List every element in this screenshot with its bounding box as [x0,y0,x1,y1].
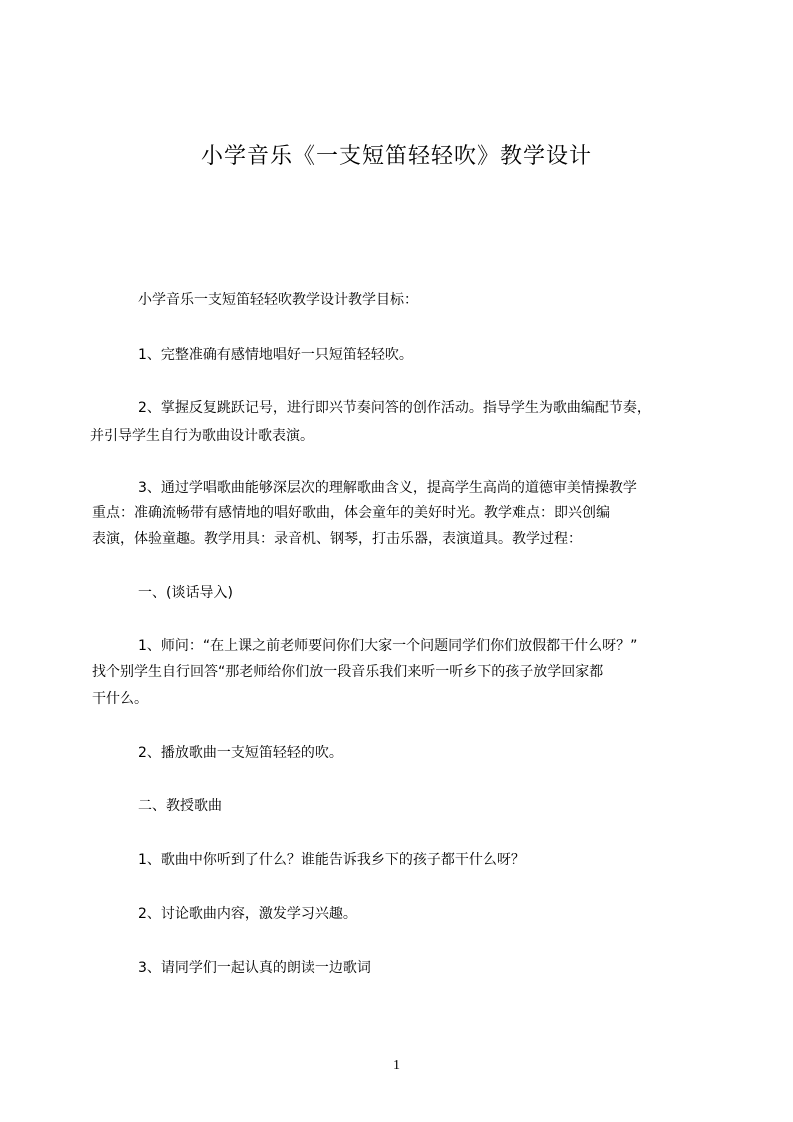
section-2-heading: 二、教授歌曲 [138,798,222,814]
section-2-item-3: 3、请同学们一起认真的朗读一边歌词 [138,960,371,976]
section-1-heading: 一、(谈话导入) [138,585,233,601]
goal-3-line-2: 重点：准确流畅带有感情地的唱好歌曲，体会童年的美好时光。教学难点：即兴创编 [92,505,610,521]
goal-2-line-1: 2、掌握反复跳跃记号，进行即兴节奏问答的创作活动。指导学生为歌曲编配节奏， [138,400,651,416]
section-1-item-1-line-2: 找个别学生自行回答“那老师给你们放一段音乐我们来听一听乡下的孩子放学回家都 [92,664,604,680]
section-1-item-1-line-3: 干什么。 [92,691,148,707]
goal-3-line-3: 表演，体验童趣。教学用具：录音机、钢琴，打击乐器，表演道具。教学过程： [92,531,582,547]
intro-line: 小学音乐一支短笛轻轻吹教学设计教学目标： [138,292,418,308]
goal-1: 1、完整准确有感情地唱好一只短笛轻轻吹。 [138,347,413,363]
section-2-item-2: 2、讨论歌曲内容，激发学习兴趣。 [138,906,357,922]
goal-3-line-1: 3、通过学唱歌曲能够深层次的理解歌曲含义，提高学生高尚的道德审美情操教学 [138,480,637,496]
document-title: 小学音乐《一支短笛轻轻吹》教学设计 [200,144,592,169]
goal-2-line-2: 并引导学生自行为歌曲设计歌表演。 [90,428,314,444]
section-1-item-1-line-1: 1、师问：“在上课之前老师要问你们大家一个问题同学们你们放假都干什么呀？” [138,638,638,654]
section-1-item-2: 2、播放歌曲一支短笛轻轻的吹。 [138,745,343,761]
page-number: 1 [393,1058,400,1073]
section-2-item-1: 1、歌曲中你听到了什么？谁能告诉我乡下的孩子都干什么呀？ [138,852,525,868]
